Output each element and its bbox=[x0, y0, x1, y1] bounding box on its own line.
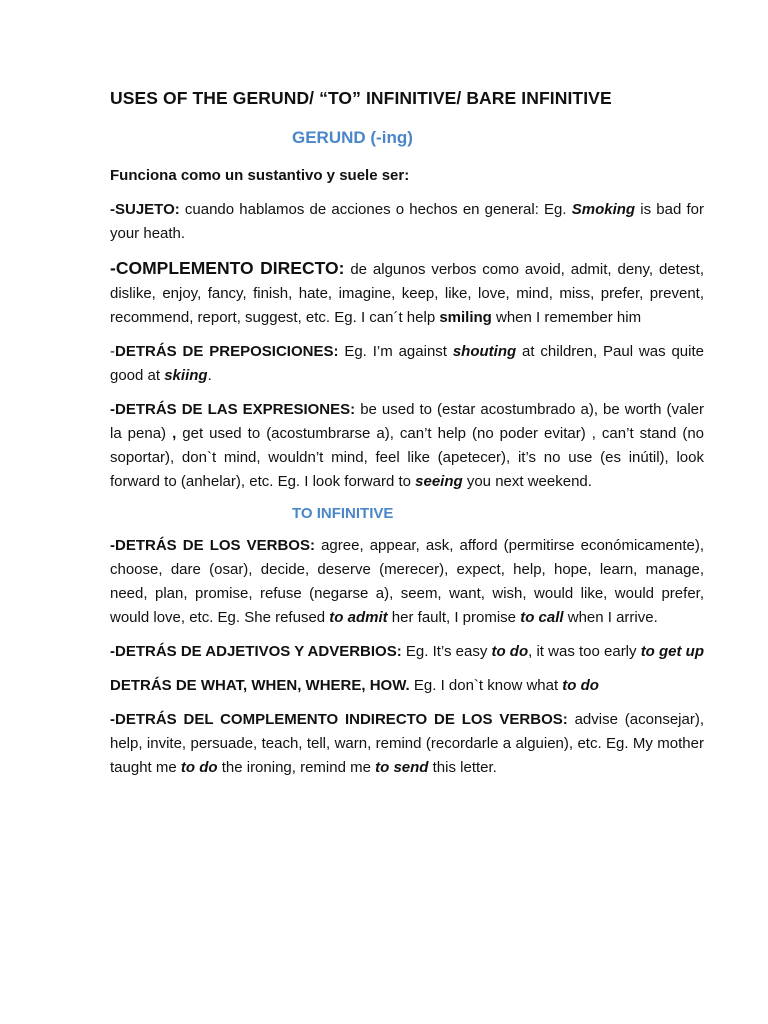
rule-preposiciones bbox=[110, 340, 704, 388]
rule-text: advise (aconsejar), help, invite, persuade, teach, tell, warn, remind (recordarle a alguien), etc. Eg. My mother taught me bbox=[110, 711, 704, 776]
rule-text: Eg. I’m against bbox=[338, 343, 453, 360]
example-word: skiing bbox=[164, 367, 208, 384]
rule-complemento-directo bbox=[110, 256, 704, 330]
to-infinitive-heading: TO INFINITIVE bbox=[292, 505, 394, 522]
rule-label: -DETRÁS DE LAS EXPRESIONES: bbox=[110, 401, 356, 418]
rule-text: Eg. I don`t know what bbox=[409, 677, 563, 694]
rule-sujeto bbox=[110, 198, 704, 246]
rule-label: -SUJETO: bbox=[110, 201, 180, 218]
rule-text: get used to (acostumbrarse a), can’t help (no poder evitar) , can’t stand (no soportar), don`t mind, wouldn’t mind, feel like (apetecer), it’s no use (es inútil), look forward to (anhelar), etc. Eg. I look forward to bbox=[110, 425, 705, 490]
rule-text: at children, Paul was quite good at bbox=[110, 343, 704, 384]
rule-expresiones bbox=[110, 398, 704, 494]
document-page bbox=[110, 86, 704, 780]
example-word: to get up bbox=[640, 643, 705, 660]
rule-adjetivos bbox=[110, 640, 704, 664]
rule-label: -DETRÁS DE LOS VERBOS: bbox=[110, 537, 315, 554]
rule-label: DETRÁS DE PREPOSICIONES: bbox=[115, 343, 339, 360]
gerund-heading: GERUND (-ing) bbox=[292, 128, 413, 147]
example-word: smiling bbox=[439, 309, 492, 326]
example-word: Smoking bbox=[571, 201, 636, 218]
rule-text: . bbox=[207, 367, 212, 384]
rule-text: is bad for your heath. bbox=[110, 201, 704, 242]
rule-label: -DETRÁS DE ADJETIVOS Y ADVERBIOS: bbox=[110, 643, 402, 660]
rule-label: -COMPLEMENTO DIRECTO: bbox=[110, 258, 345, 278]
example-word: to send bbox=[375, 759, 429, 776]
rule-label-prefix: - bbox=[110, 343, 115, 360]
rule-text: her fault, I promise bbox=[387, 609, 521, 626]
rule-text: when I remember him bbox=[491, 309, 642, 326]
example-word: to do bbox=[180, 759, 218, 776]
rule-text: the ironing, remind me bbox=[217, 759, 376, 776]
rule-text: this letter. bbox=[428, 759, 497, 776]
rule-label: DETRÁS DE WHAT, WHEN, WHERE, HOW. bbox=[110, 677, 410, 694]
rule-label: -DETRÁS DEL COMPLEMENTO INDIRECTO DE LOS VERBOS: bbox=[110, 711, 568, 728]
rule-text: be used to (estar acostumbrado a), be worth (valer la pena) bbox=[110, 401, 704, 442]
rule-text: you next weekend. bbox=[462, 473, 592, 490]
rule-text: , it was too early bbox=[528, 643, 641, 660]
example-word: shouting bbox=[452, 343, 517, 360]
rule-text: Eg. It’s easy bbox=[401, 643, 492, 660]
example-word: to admit bbox=[329, 609, 388, 626]
rule-text: de algunos verbos como avoid, admit, deny, detest, dislike, enjoy, fancy, finish, hate, imagine, keep, like, love, mind, miss, prefer, prevent, recommend, report, suggest, etc. Eg. I can´t help bbox=[110, 261, 704, 326]
rule-text: when I arrive. bbox=[563, 609, 658, 626]
example-word: to do bbox=[491, 643, 529, 660]
example-word: seeing bbox=[415, 473, 463, 490]
rule-text: agree, appear, ask, afford (permitirse económicamente), choose, dare (osar), decide, deserve (merecer), expect, help, hope, learn, manage, need, plan, promise, refuse (negarse a), seem, want, wish, would like, would prefer, would love, etc. Eg. She refused bbox=[110, 537, 704, 626]
rule-comma: , bbox=[172, 425, 177, 442]
example-word: to call bbox=[520, 609, 564, 626]
rule-what-when bbox=[110, 674, 704, 698]
rule-text: cuando hablamos de acciones o hechos en general: Eg. bbox=[179, 201, 572, 218]
example-word: to do bbox=[562, 677, 599, 694]
document-title: USES OF THE GERUND/ “TO” INFINITIVE/ BARE INFINITIVE bbox=[110, 88, 612, 108]
rule-complemento-indirecto bbox=[110, 708, 704, 780]
rule-verbos bbox=[110, 534, 704, 630]
gerund-intro: Funciona como un sustantivo y suele ser: bbox=[110, 167, 410, 184]
